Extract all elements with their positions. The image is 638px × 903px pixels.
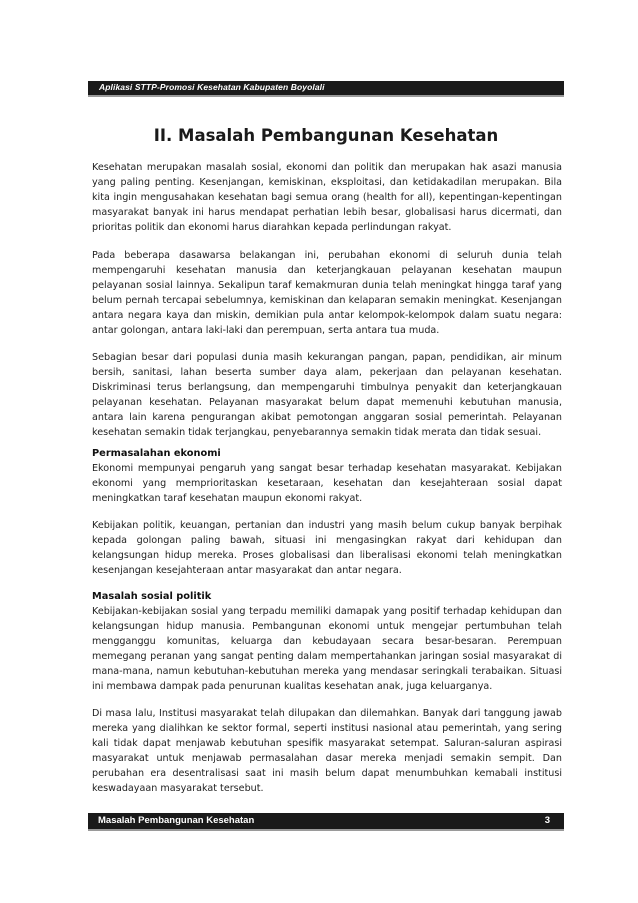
paragraph-economic-change: Pada beberapa dasawarsa belakangan ini, perubahan ekonomi di seluruh dunia telah mempengaruhi kesehatan manusia dan keterjangkauan pelayanan kesehatan maupun pelayanan sosial lainnya. Sekalipun taraf kemakmuran dunia telah meningkat hingga taraf yang belum pernah tercapai sebelumnya, kemiskinan dan kelaparan semakin meningkat. Kesenjangan antara negara kaya dan miskin, demikian pula antar kelompok-kelompok dalam suatu negara: antar golongan, antara laki-laki dan perempuan, serta antara tua muda. <box>92 250 562 337</box>
heading-economic-problems: Permasalahan ekonomi <box>92 448 221 459</box>
paragraph-population-needs: Sebagian besar dari populasi dunia masih kekurangan pangan, papan, pendidikan, air minum bersih, sanitasi, lahan beserta sumber daya alam, pekerjaan dan pelayanan kesehatan. Diskriminasi terus berlangsung, dan mempengaruhi timbulnya penyakit dan keterjangkauan pelayanan kesehatan. Pelayanan masyarakat belum dapat memenuhi kebutuhan manusia, antara lain karena pengurangan akibat pemotongan anggaran sosial pemerintah. Pelayanan kesehatan semakin tidak terjangkau, penyebarannya semakin tidak merata dan tidak sesuai. <box>92 352 562 439</box>
paragraph-intro: Kesehatan merupakan masalah sosial, ekonomi dan politik dan merupakan hak asazi manusia yang paling penting. Kesenjangan, kemiskinan, eksploitasi, dan ketidakadilan merupakan. Bila kita ingin mengusahakan kesehatan bagi semua orang (health for all), kepentingan-kepentingan masyarakat banyak ini harus mendapat perhatian lebih besar, globalisasi harus dicermati, dan prioritas politik dan ekonomi harus diarahkan kepada perlindungan rakyat. <box>92 162 562 234</box>
heading-social-political: Masalah sosial politik <box>92 591 212 602</box>
paragraph-social-policy: Kebijakan-kebijakan sosial yang terpadu memiliki damapak yang positif terhadap kehidupan dan kelangsungan hidup manusia. Pembangunan ekonomi untuk mengejar pertumbuhan telah mengganggu komunitas, keluarga dan kebudayaan secara besar-besaran. Perempuan memegang peranan yang sangat penting dalam mempertahankan jaringan sosial masyarakat di mana-mana, namun kebutuhan-kebutuhan mereka yang mendasar seringkali terabaikan. Situasi ini membawa dampak pada penurunan kualitas kesehatan anak, juga keluarganya. <box>92 606 562 693</box>
page-title: II. Masalah Pembangunan Kesehatan <box>153 126 499 145</box>
footer-bar <box>88 813 564 831</box>
header-text: Aplikasi STTP-Promosi Kesehatan Kabupaten Boyolali <box>99 82 325 92</box>
paragraph-economy: Ekonomi mempunyai pengaruh yang sangat besar terhadap kesehatan masyarakat. Kebijakan ekonomi yang memprioritaskan kesetaraan, kesehatan dan kesejahteraan sosial dapat meningkatkan taraf kesehatan maupun ekonomi rakyat. <box>92 463 562 505</box>
page-number: 3 <box>544 815 550 826</box>
footer-title: Masalah Pembangunan Kesehatan <box>98 815 255 826</box>
paragraph-policy: Kebijakan politik, keuangan, pertanian dan industri yang masih belum cukup banyak berpihak kepada golongan paling bawah, situasi ini mengasingkan rakyat dari kehidupan dan kelangsungan hidup mereka. Proses globalisasi dan liberalisasi ekonomi telah meningkatkan kesenjangan kesejahteraan antar masyarakat dan antar negara. <box>92 520 562 577</box>
header-bar <box>88 81 564 97</box>
paragraph-institutions: Di masa lalu, Institusi masyarakat telah dilupakan dan dilemahkan. Banyak dari tanggung jawab mereka yang dialihkan ke sektor formal, seperti institusi nasional atau pemerintah, yang sering kali tidak dapat menjawab kebutuhan spesifik masyarakat setempat. Saluran-saluran aspirasi masyarakat untuk menjawab permasalahan dasar mereka menjadi semakin sempit. Dan perubahan era desentralisasi saat ini masih belum dapat menumbuhkan kemabali institusi keswadayaan masyarakat tersebut. <box>92 708 562 795</box>
